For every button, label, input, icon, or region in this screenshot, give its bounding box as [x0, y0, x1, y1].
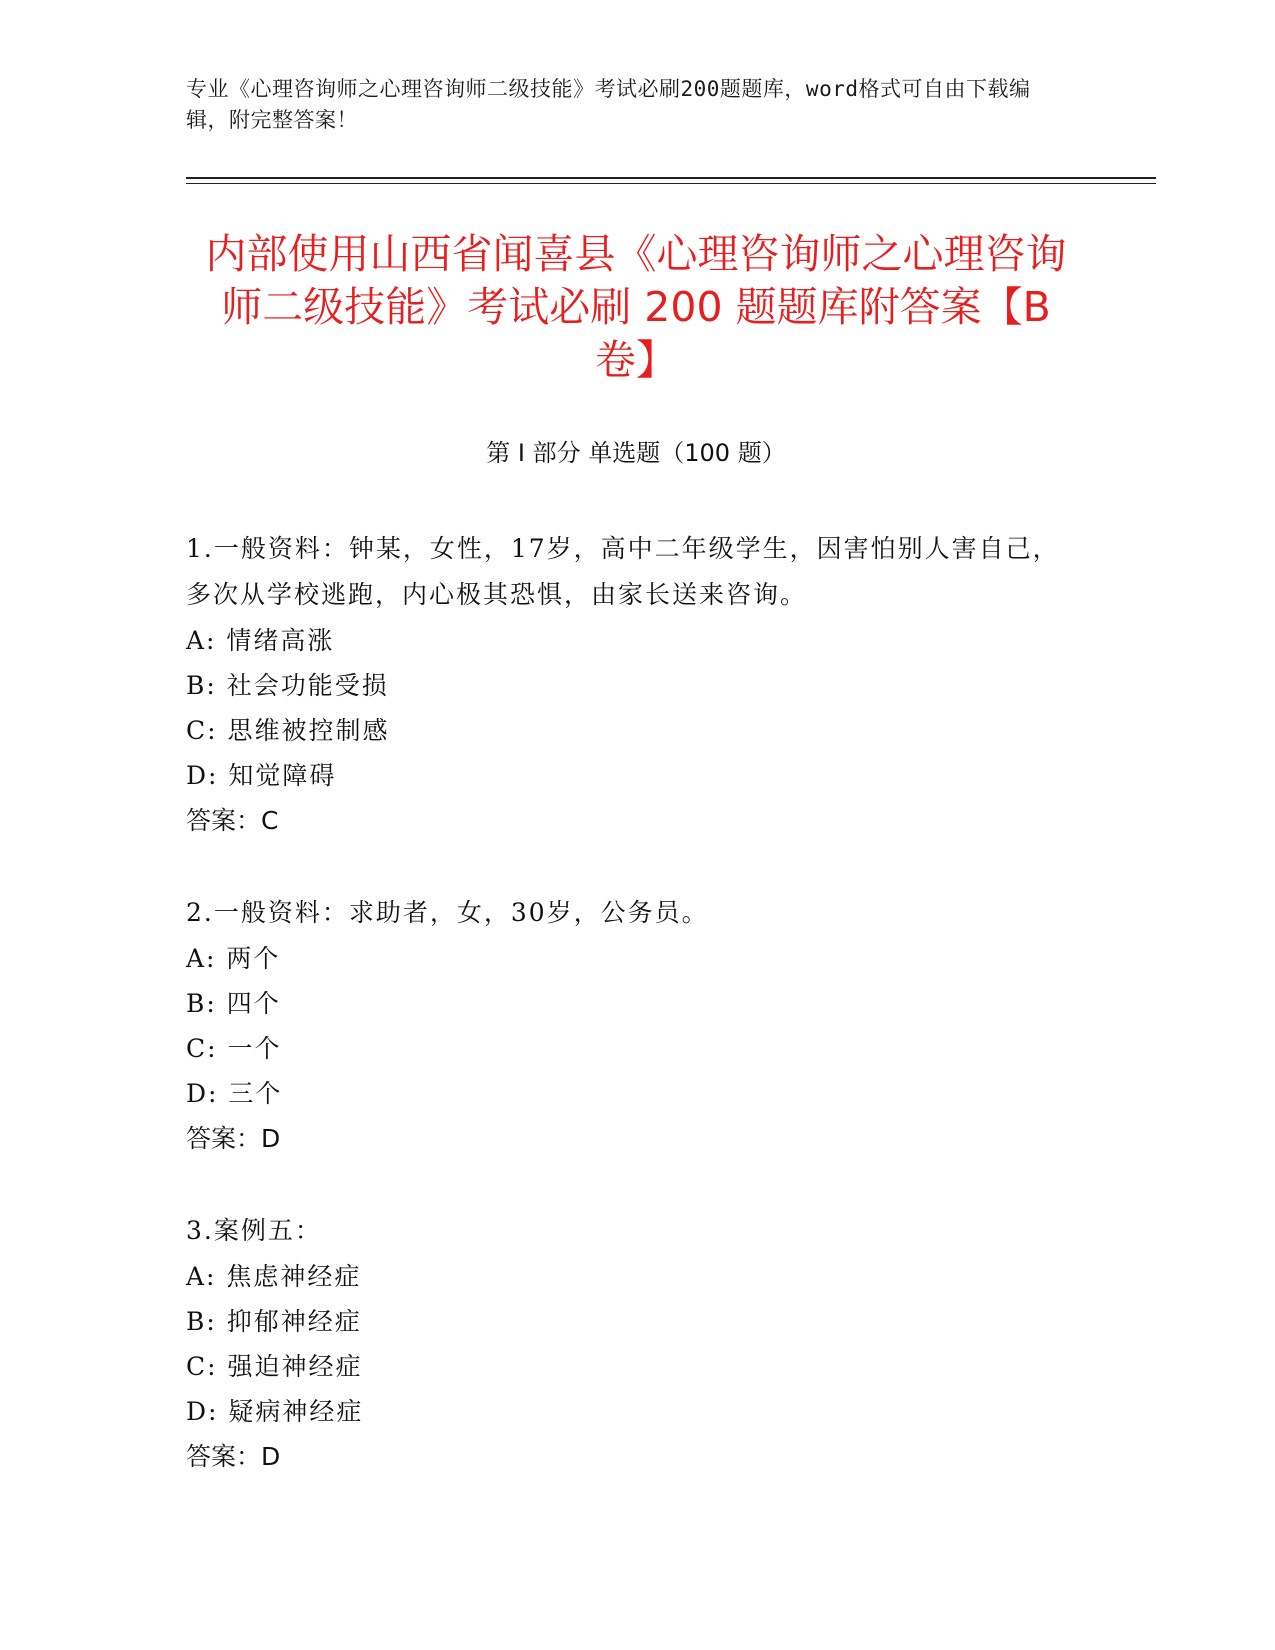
option-b: B: 抑郁神经症	[186, 1307, 362, 1336]
option-d: D: 知觉障碍	[186, 761, 337, 790]
option-b: B: 四个	[186, 989, 281, 1018]
option-a: A: 两个	[186, 944, 281, 973]
option-a: A: 焦虑神经症	[186, 1262, 362, 1291]
answer: 答案：C	[186, 806, 279, 835]
header-divider-thick	[186, 177, 1156, 179]
option-c: C: 一个	[186, 1034, 282, 1063]
question-list	[186, 526, 1076, 1526]
option-d: D: 三个	[186, 1079, 283, 1108]
answer: 答案：D	[186, 1124, 281, 1153]
option-b: B: 社会功能受损	[186, 671, 389, 700]
question-item	[186, 1208, 1076, 1480]
question-stem: 3.案例五：	[186, 1216, 322, 1245]
question-stem: 2.一般资料：求助者，女，30岁，公务员。	[186, 898, 709, 927]
option-d: D: 疑病神经症	[186, 1397, 364, 1426]
question-item	[186, 890, 1076, 1162]
document-title: 内部使用山西省闻喜县《心理咨询师之心理咨询师二级技能》考试必刷 200 题题库附答案【B 卷】	[205, 230, 1067, 384]
answer: 答案：D	[186, 1442, 281, 1471]
question-stem: 1.一般资料：钟某，女性，17岁，高中二年级学生，因害怕别人害自己，多次从学校逃跑，内心极其恐惧，由家长送来咨询。	[186, 534, 1060, 609]
question-item	[186, 526, 1076, 844]
header-note: 专业《心理咨询师之心理咨询师二级技能》考试必刷200题题库，word格式可自由下载编辑，附完整答案！	[186, 77, 1031, 132]
option-c: C: 思维被控制感	[186, 716, 390, 745]
header-divider-thin	[186, 183, 1156, 184]
option-c: C: 强迫神经症	[186, 1352, 363, 1381]
option-a: A: 情绪高涨	[186, 626, 335, 655]
section-title: 第 I 部分 单选题（100 题）	[486, 439, 786, 467]
